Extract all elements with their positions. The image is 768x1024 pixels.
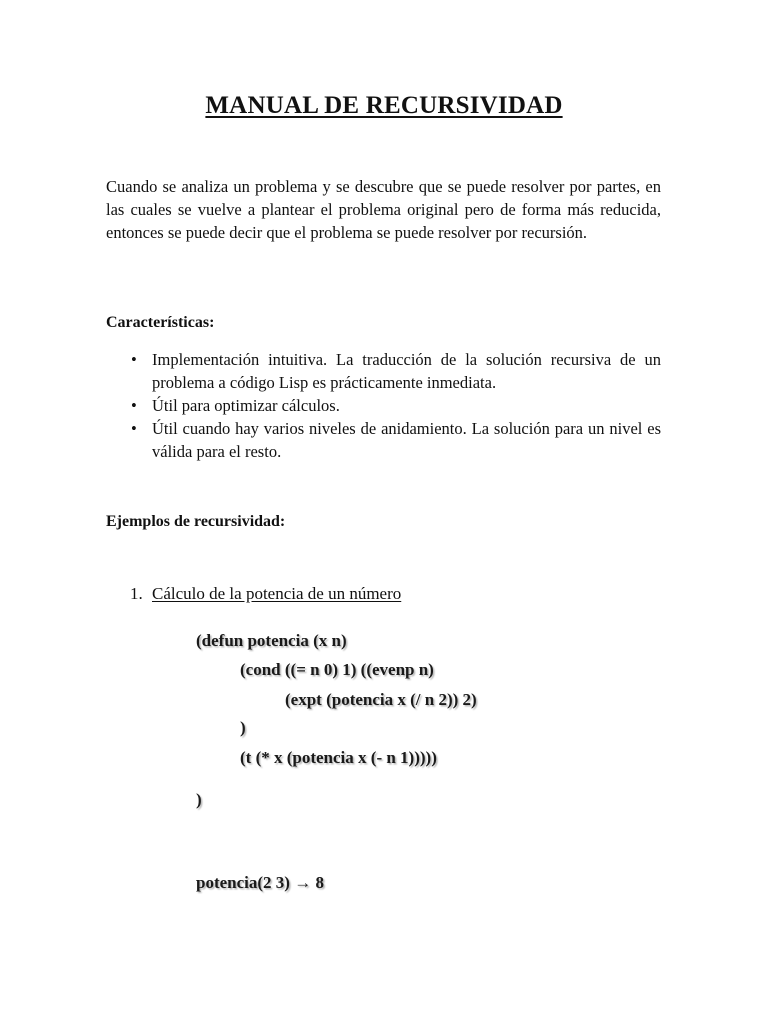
list-item	[106, 417, 661, 463]
bullet-icon: •	[131, 419, 137, 438]
code-line: )	[240, 718, 246, 737]
code-line: (cond ((= n 0) 1) ((evenp n)	[240, 660, 434, 679]
bullet-icon: •	[131, 350, 137, 369]
code-line: (defun potencia (x n)	[196, 631, 347, 650]
list-item	[106, 348, 661, 394]
example-number: 1.	[130, 584, 143, 603]
list-item-text: Útil para optimizar cálculos.	[152, 396, 340, 415]
example-result: potencia(2 3) → 8	[196, 873, 324, 892]
list-item	[106, 394, 661, 417]
example-title: Cálculo de la potencia de un número	[152, 584, 402, 603]
characteristics-heading: Características:	[106, 314, 215, 331]
code-line: (t (* x (potencia x (- n 1)))))	[240, 748, 437, 767]
list-item-text: Útil cuando hay varios niveles de anidamiento. La solución para un nivel es válida para el resto.	[152, 419, 661, 461]
page-title: MANUAL DE RECURSIVIDAD	[205, 92, 563, 119]
list-item-text: Implementación intuitiva. La traducción de la solución recursiva de un problema a código Lisp es prácticamente inmediata.	[152, 350, 661, 392]
intro-paragraph: Cuando se analiza un problema y se descubre que se puede resolver por partes, en las cuales se vuelve a plantear el problema original pero de forma más reducida, entonces se puede decir que el problema se puede resolver por recursión.	[106, 177, 661, 242]
examples-heading: Ejemplos de recursividad:	[106, 513, 286, 530]
code-line: (expt (potencia x (/ n 2)) 2)	[285, 690, 477, 709]
bullet-icon: •	[131, 396, 137, 415]
code-line: )	[196, 790, 202, 809]
characteristics-list	[106, 348, 661, 463]
example-1-heading	[130, 584, 401, 604]
